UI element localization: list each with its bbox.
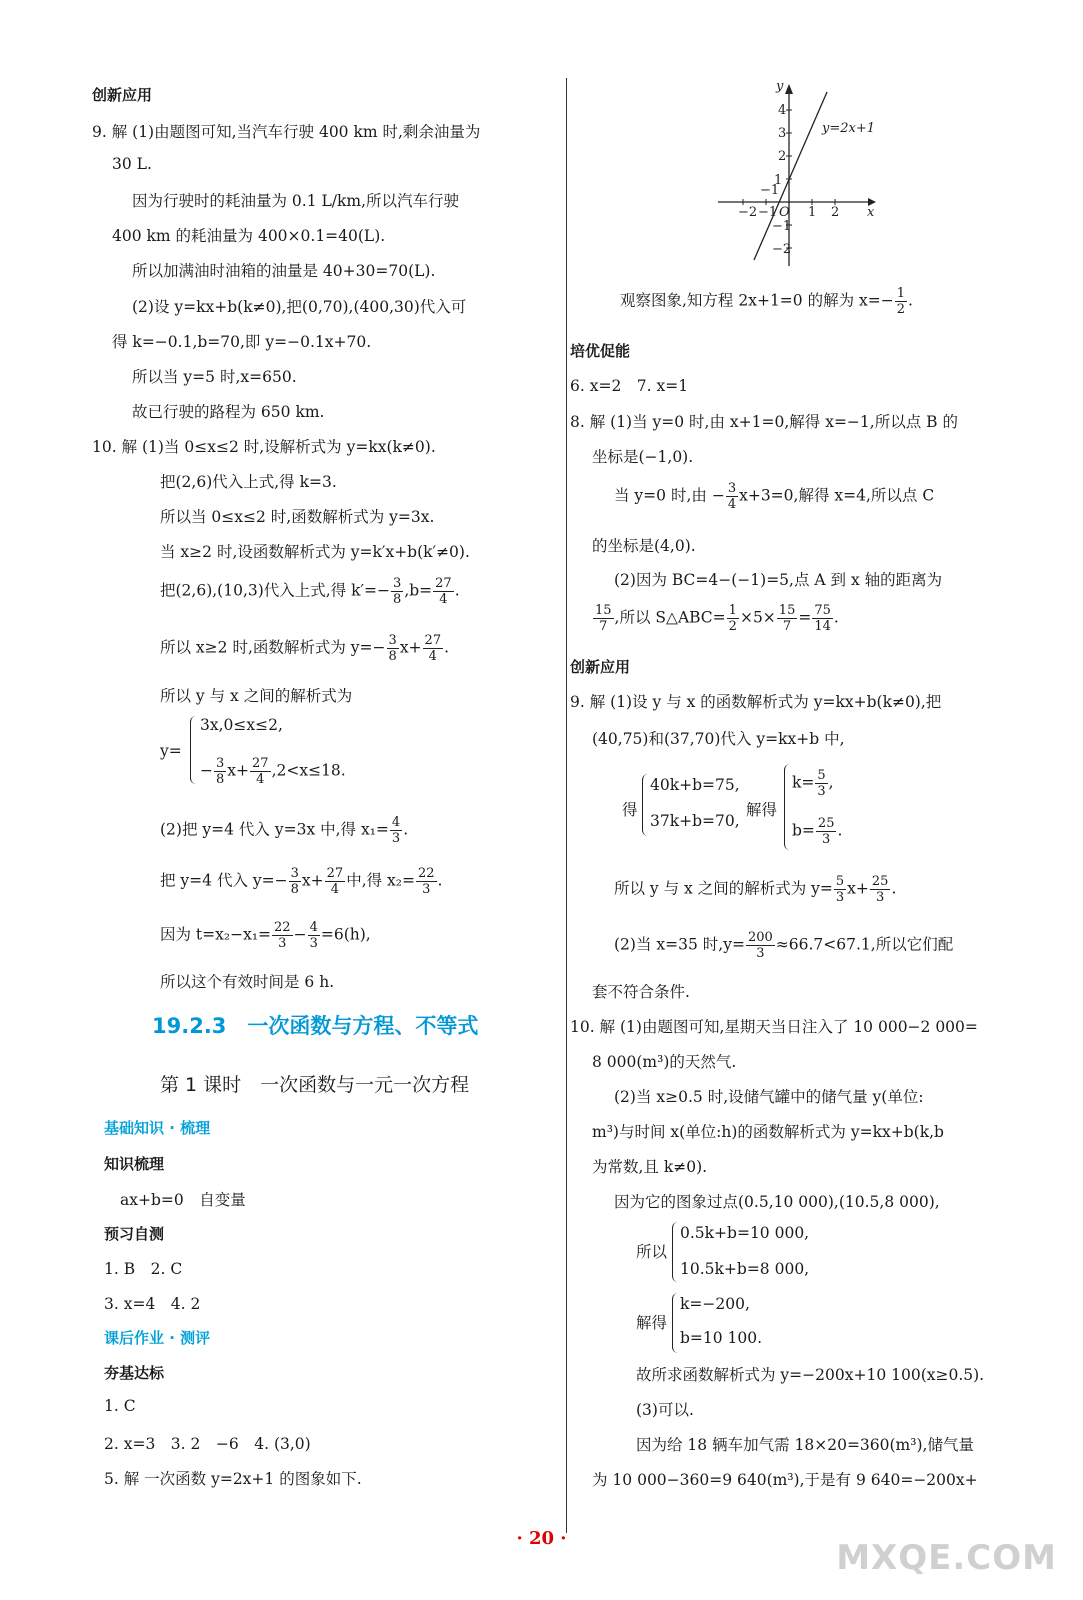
piecewise-case: − $\frac{3}{8}$ x+ $\frac{27}{4}$ ,2<x≤18. (200, 756, 346, 787)
line-label: y=2x+1 (822, 121, 876, 136)
q10-line: 把(2,6),(10,3)代入上式,得 k′=− $\frac{3}{8}$ ,b= $\frac{27}{4}$ . (160, 576, 460, 607)
q10-line: 10. 解 (1)当 0≤x≤2 时,设解析式为 y=kx(k≠0). (92, 438, 436, 456)
q9-line: 9. 解 (1)设 y 与 x 的函数解析式为 y=kx+b(k≠0),把 (570, 693, 942, 711)
svg-text:2: 2 (778, 149, 787, 164)
q9-line: 得 k=−0.1,b=70,即 y=−0.1x+70. (112, 333, 372, 351)
system-eq: 10.5k+b=8 000, (680, 1260, 810, 1278)
graph-line (754, 92, 827, 260)
svg-text:1: 1 (774, 173, 783, 188)
solution-k: k= $\frac{5}{3}$ , (792, 768, 834, 799)
svg-text:4: 4 (778, 103, 787, 118)
q10-line: (3)可以. (636, 1401, 694, 1419)
answer-line: 2. x=3 3. 2 −6 4. (3,0) (104, 1435, 311, 1453)
preview-answer: 1. B 2. C (104, 1260, 183, 1278)
piecewise-case: 3x,0≤x≤2, (200, 716, 283, 734)
q10-line: 所以这个有效时间是 6 h. (160, 973, 335, 991)
q10-so: 所以 (636, 1243, 668, 1261)
solution-k: k=−200, (680, 1295, 750, 1313)
svg-text:1: 1 (808, 205, 817, 220)
answer-line: 5. 解 一次函数 y=2x+1 的图象如下. (104, 1470, 362, 1488)
q10-line: 所以 x≥2 时,函数解析式为 y=− $\frac{3}{8}$ x+ $\frac{27}{4}$ . (160, 633, 450, 664)
q9-line: 故已行驶的路程为 650 km. (132, 403, 325, 421)
heading-enhance: 培优促能 (570, 342, 631, 360)
origin-label: O (779, 205, 790, 220)
observe-line: 观察图象,知方程 2x+1=0 的解为 x=− $\frac{1}{2}$ . (620, 286, 913, 317)
section-title: 19.2.3 一次函数与方程、不等式 (152, 1014, 479, 1038)
page-number: · 20 · (516, 1528, 567, 1549)
heading-knowledge: 知识梳理 (104, 1155, 165, 1173)
y-axis-arrow (785, 84, 793, 94)
svg-text:−2: −2 (772, 242, 792, 257)
q9-line: 30 L. (112, 155, 152, 173)
watermark-logo: MXQE.COM (836, 1538, 1057, 1578)
q10-line: 故所求函数解析式为 y=−200x+10 100(x≥0.5). (636, 1366, 985, 1384)
q8-line: 8. 解 (1)当 y=0 时,由 x+1=0,解得 x=−1,所以点 B 的 (570, 413, 958, 431)
heading-after-class: 课后作业 · 测评 (104, 1329, 211, 1347)
svg-text:−1: −1 (760, 183, 780, 198)
line-graph (710, 78, 880, 270)
q8-line: 坐标是(−1,0). (592, 448, 694, 466)
heading-preview: 预习自测 (104, 1225, 165, 1243)
column-divider (566, 78, 567, 1533)
q9-jie: 解得 (746, 801, 778, 819)
q10-jie: 解得 (636, 1314, 668, 1332)
q9-line: 因为行驶时的耗油量为 0.1 L/km,所以汽车行驶 (132, 192, 460, 210)
q10-line: 把 y=4 代入 y=− $\frac{3}{8}$ x+ $\frac{27}{4}$ 中,得 x₂= $\frac{22}{3}$ . (160, 866, 443, 897)
answer-line: 1. C (104, 1397, 136, 1415)
piecewise-y: y= (160, 742, 182, 760)
heading-innovation: 创新应用 (570, 658, 631, 676)
knowledge-answer: ax+b=0 自变量 (120, 1191, 246, 1209)
q10-line: 所以当 0≤x≤2 时,函数解析式为 y=3x. (160, 508, 435, 526)
q10-line: (2)把 y=4 代入 y=3x 中,得 x₁= $\frac{4}{3}$ . (160, 815, 409, 846)
heading-innovation: 创新应用 (92, 86, 153, 104)
q10-line: 所以 y 与 x 之间的解析式为 (160, 687, 353, 705)
svg-text:−1: −1 (772, 219, 792, 234)
q10-line: 因为 t=x₂−x₁= $\frac{22}{3}$ − $\frac{4}{3}$ =6(h), (160, 920, 371, 951)
q10-line: 10. 解 (1)由题图可知,星期天当日注入了 10 000−2 000= (570, 1018, 978, 1036)
q10-line: 因为给 18 辆车加气需 18×20=360(m³),储气量 (636, 1436, 974, 1454)
x-axis-label: x (867, 205, 875, 220)
system-eq: 37k+b=70, (650, 812, 740, 830)
q10-line: 8 000(m³)的天然气. (592, 1053, 737, 1071)
y-axis-label: y (776, 79, 784, 94)
q8-line: (2)因为 BC=4−(−1)=5,点 A 到 x 轴的距离为 (614, 571, 943, 589)
q10-line: 把(2,6)代入上式,得 k=3. (160, 473, 337, 491)
q9-line: 400 km 的耗油量为 400×0.1=40(L). (112, 227, 386, 245)
q9-line: 所以 y 与 x 之间的解析式为 y= $\frac{5}{3}$ x+ $\frac{25}{3}$ . (614, 874, 897, 905)
q8-line: 的坐标是(4,0). (592, 537, 696, 555)
q10-line: (2)当 x≥0.5 时,设储气罐中的储气量 y(单位: (614, 1088, 924, 1106)
lesson-title: 第 1 课时 一次函数与一元一次方程 (160, 1074, 470, 1096)
solution-b: b= $\frac{25}{3}$ . (792, 816, 843, 847)
q8-line: $\frac{15}{7}$ ,所以 S△ABC= $\frac{1}{2}$ ×5× $\frac{15}{7}$ = $\frac{75}{14}$ . (595, 603, 839, 634)
svg-text:2: 2 (831, 205, 840, 220)
svg-text:−1: −1 (758, 205, 778, 220)
q9-line: 9. 解 (1)由题图可知,当汽车行驶 400 km 时,剩余油量为 (92, 123, 481, 141)
system-eq: 40k+b=75, (650, 776, 740, 794)
heading-base: 夯基达标 (104, 1364, 165, 1382)
preview-answer: 3. x=4 4. 2 (104, 1295, 201, 1313)
q10-line: 因为它的图象过点(0.5,10 000),(10.5,8 000), (614, 1193, 940, 1211)
q9-line: (2)设 y=kx+b(k≠0),把(0,70),(400,30)代入可 (132, 298, 467, 316)
heading-basic: 基础知识 · 梳理 (104, 1119, 211, 1137)
q9-line: (40,75)和(37,70)代入 y=kx+b 中, (592, 730, 845, 748)
system-eq: 0.5k+b=10 000, (680, 1224, 810, 1242)
q9-line: (2)当 x=35 时,y= $\frac{200}{3}$ ≈66.7<67.1,所以它们配 (614, 930, 954, 961)
svg-text:3: 3 (778, 126, 787, 141)
answer-line: 6. x=2 7. x=1 (570, 377, 689, 395)
q9-line: 所以加满油时油箱的油量是 40+30=70(L). (132, 262, 436, 280)
q10-line: 为 10 000−360=9 640(m³),于是有 9 640=−200x+ (592, 1471, 978, 1489)
solution-b: b=10 100. (680, 1329, 763, 1347)
q9-line: 所以当 y=5 时,x=650. (132, 368, 297, 386)
q9-de: 得 (622, 801, 638, 819)
q10-line: m³)与时间 x(单位:h)的函数解析式为 y=kx+b(k,b (592, 1123, 944, 1141)
q10-line: 当 x≥2 时,设函数解析式为 y=k′x+b(k′≠0). (160, 543, 470, 561)
q8-line: 当 y=0 时,由 − $\frac{3}{4}$ x+3=0,解得 x=4,所以点 C (614, 481, 935, 512)
q9-line: 套不符合条件. (592, 983, 690, 1001)
svg-text:−2: −2 (738, 205, 758, 220)
q10-line: 为常数,且 k≠0). (592, 1158, 708, 1176)
